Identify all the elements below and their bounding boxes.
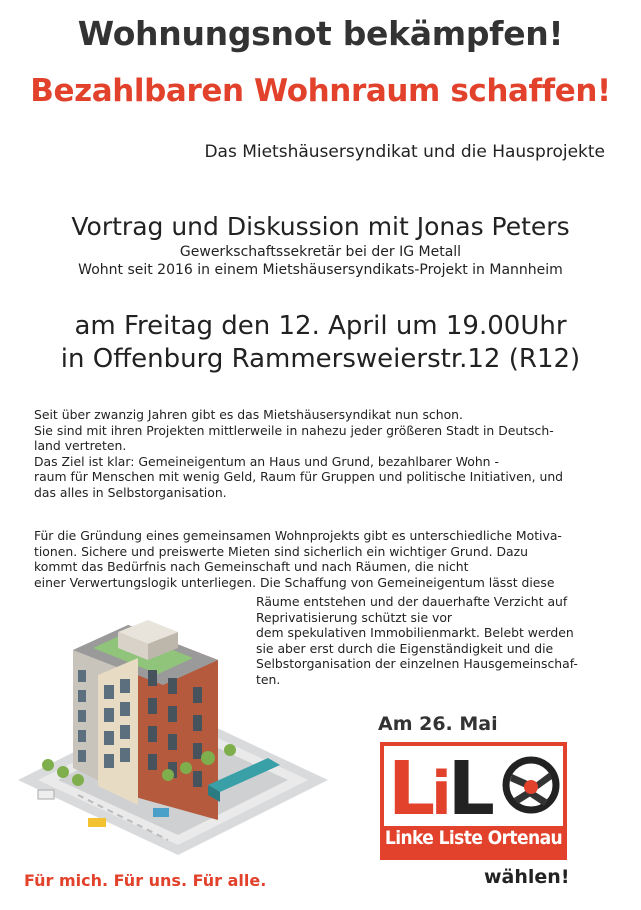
text-line: Sie sind mit ihren Projekten mittlerweile in nahezu jeder größeren Stadt in Deutsch- — [34, 422, 554, 438]
headline-2: Bezahlbaren Wohnraum schaffen! — [30, 73, 611, 109]
body-paragraph-1 — [34, 407, 606, 501]
text-line: das alles in Selbstorganisation. — [34, 484, 227, 500]
text-line: kommt das Bedürfnis nach Gemeinschaft und nach Räumen, die nicht — [34, 559, 469, 575]
speaker-info: Wohnt seit 2016 in einem Mietshäusersyndikats-Projekt in Mannheim — [78, 262, 563, 278]
headline-1: Wohnungsnot bekämpfen! — [77, 14, 564, 53]
body-paragraph-2 — [34, 528, 606, 590]
subtitle: Das Mietshäusersyndikat und die Hausprojekte — [204, 142, 605, 162]
text-line: ten. — [256, 671, 281, 687]
logo-name: Linke Liste Ortenau — [384, 827, 563, 849]
car — [38, 790, 54, 799]
speaker-role: Gewerkschaftssekretär bei der IG Metall — [179, 244, 462, 260]
text-line: Für die Gründung eines gemeinsamen Wohnprojekts gibt es unterschiedliche Motiva- — [34, 528, 562, 543]
text-line: dem spekulativen Immobilienmarkt. Belebt werden — [256, 625, 574, 641]
text-line: raum für Menschen mit wenig Geld, Raum für Gruppen und politische Initiativen, und — [34, 469, 564, 485]
event-location: in Offenburg Rammersweierstr.12 (R12) — [60, 344, 581, 374]
text-line: Das Ziel ist klar: Gemeineigentum an Haus und Grund, bezahlbarer Wohn - — [34, 453, 499, 469]
car — [88, 818, 106, 827]
text-line: Räume entstehen und der dauerhafte Verzicht auf — [256, 594, 568, 609]
logo-letter-l2: L — [447, 746, 491, 832]
text-line: einer Verwertungslogik unterliegen. Die Schaffung von Gemeineigentum lässt diese — [34, 574, 555, 590]
text-line: Seit über zwanzig Jahren gibt es das Mietshäusersyndikat nun schon. — [34, 407, 463, 422]
text-line: tionen. Sichere und preiswerte Mieten sind sicherlich ein wichtiger Grund. Dazu — [34, 543, 528, 559]
lilo-logo — [380, 742, 567, 860]
logo-letters — [388, 746, 491, 832]
logo-letter-l1: L — [388, 746, 432, 832]
car — [153, 808, 169, 817]
fists-circle-icon — [502, 754, 560, 816]
text-line: land vertreten. — [34, 438, 127, 454]
vote-text: wählen! — [484, 866, 570, 888]
text-line: Selbstorganisation der einzelnen Hausgemeinschaf- — [256, 656, 578, 672]
talk-title: Vortrag und Diskussion mit Jonas Peters — [71, 212, 570, 241]
slogan: Für mich. Für uns. Für alle. — [24, 871, 267, 890]
election-date: Am 26. Mai — [378, 713, 498, 735]
text-line: sie aber erst durch die Eigenständigkeit und die — [256, 640, 554, 656]
logo-letter-i: i — [431, 759, 448, 829]
event-date: am Freitag den 12. April um 19.00Uhr — [74, 311, 567, 341]
text-line: Reprivatisierung schützt sie vor — [256, 609, 453, 625]
building-illustration — [18, 590, 338, 855]
